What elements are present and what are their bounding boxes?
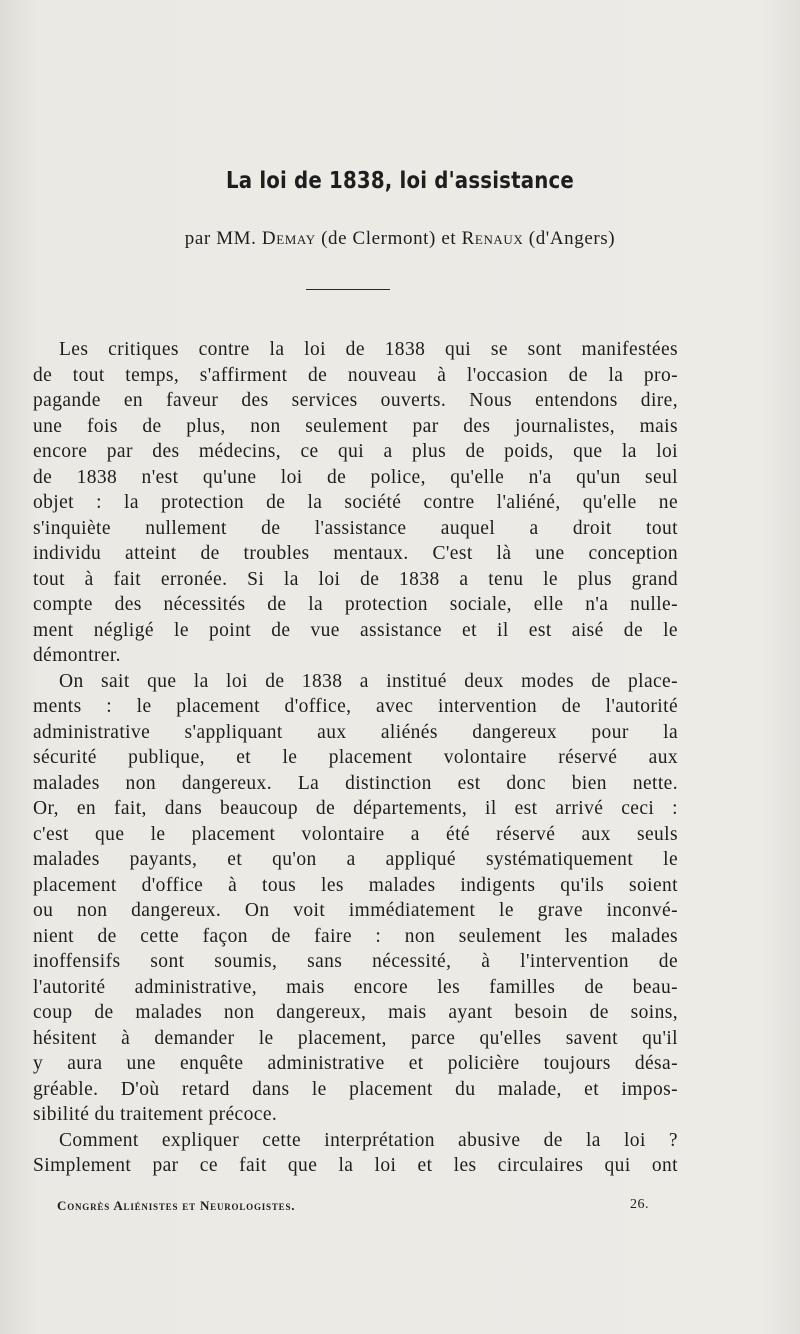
text-line: tout à fait erronée. Si la loi de 1838 a tenu le plus grand	[33, 568, 678, 590]
text-line: démontrer.	[33, 645, 121, 666]
author-name: Demay	[261, 228, 316, 249]
text-line: Les critiques contre la loi de 1838 qui se sont manifestées	[59, 339, 678, 360]
signature-mark: 26.	[630, 1197, 649, 1212]
text-line: compte des nécessités de la protection sociale, elle n'a nulle-	[33, 594, 678, 615]
byline-prefix: par MM.	[184, 228, 257, 249]
text-line: sécurité publique, et le placement volontaire réservé aux	[33, 747, 678, 768]
text-line: y aura une enquête administrative et policière toujours désa-	[33, 1053, 678, 1074]
byline-connector: et	[441, 228, 457, 249]
text-line: hésitent à demander le placement, parce qu'elles savent qu'il	[33, 1027, 678, 1049]
text-line: pagande en faveur des services ouverts. Nous entendons dire,	[33, 390, 678, 411]
text-line: gréable. D'où retard dans le placement du malade, et impos-	[33, 1078, 678, 1100]
text-line: administrative s'appliquant aux aliénés dangereux pour la	[33, 721, 678, 743]
text-line: placement d'office à tous les malades indigents qu'ils soient	[33, 874, 678, 896]
text-line: malades non dangereux. La distinction est donc bien nette.	[33, 772, 678, 794]
text-line: coup de malades non dangereux, mais ayant besoin de soins,	[33, 1002, 678, 1023]
text-line: ou non dangereux. On voit immédiatement le grave inconvé-	[33, 900, 678, 921]
text-line: nient de cette façon de faire : non seulement les malades	[33, 925, 678, 947]
running-footer: Congrès Aliénistes et Neurologistes.	[57, 1198, 296, 1213]
author-name: Renaux	[461, 228, 524, 249]
text-line: une fois de plus, non seulement par des journalistes, mais	[33, 415, 678, 437]
text-line: encore par des médecins, ce qui a plus de poids, que la loi	[33, 441, 678, 462]
text-line: s'inquiète nullement de l'assistance auquel a droit tout	[33, 517, 678, 539]
text-line: malades payants, et qu'on a appliqué systématiquement le	[33, 849, 678, 870]
text-line: sibilité du traitement précoce.	[33, 1104, 278, 1125]
text-line: ments : le placement d'office, avec intervention de l'autorité	[33, 696, 678, 717]
text-line: de tout temps, s'affirment de nouveau à l'occasion de la pro-	[33, 364, 678, 386]
text-line: c'est que le placement volontaire a été réservé aux seuls	[33, 823, 678, 845]
text-line: de 1838 n'est qu'une loi de police, qu'elle n'a qu'un seul	[33, 466, 678, 488]
body-text	[33, 337, 678, 1179]
article-title: La loi de 1838, loi d'assistance	[225, 168, 575, 194]
title-divider	[306, 289, 390, 290]
author-place: (de Clermont)	[321, 228, 436, 249]
byline	[0, 228, 800, 250]
text-line: Or, en fait, dans beaucoup de départements, il est arrivé ceci :	[33, 798, 678, 819]
text-line: inoffensifs sont soumis, sans nécessité, à l'intervention de	[33, 951, 678, 972]
text-line: l'autorité administrative, mais encore les familles de beau-	[33, 976, 678, 998]
text-line: individu atteint de troubles mentaux. C'est là une conception	[33, 543, 678, 564]
text-line: On sait que la loi de 1838 a institué deux modes de place-	[59, 670, 678, 692]
text-line: Comment expliquer cette interprétation abusive de la loi ?	[59, 1129, 678, 1151]
text-line: Simplement par ce fait que la loi et les circulaires qui ont	[33, 1155, 678, 1176]
author-place: (d'Angers)	[528, 228, 616, 249]
text-line: ment négligé le point de vue assistance et il est aisé de le	[33, 619, 678, 641]
text-line: objet : la protection de la société contre l'aliéné, qu'elle ne	[33, 492, 678, 513]
